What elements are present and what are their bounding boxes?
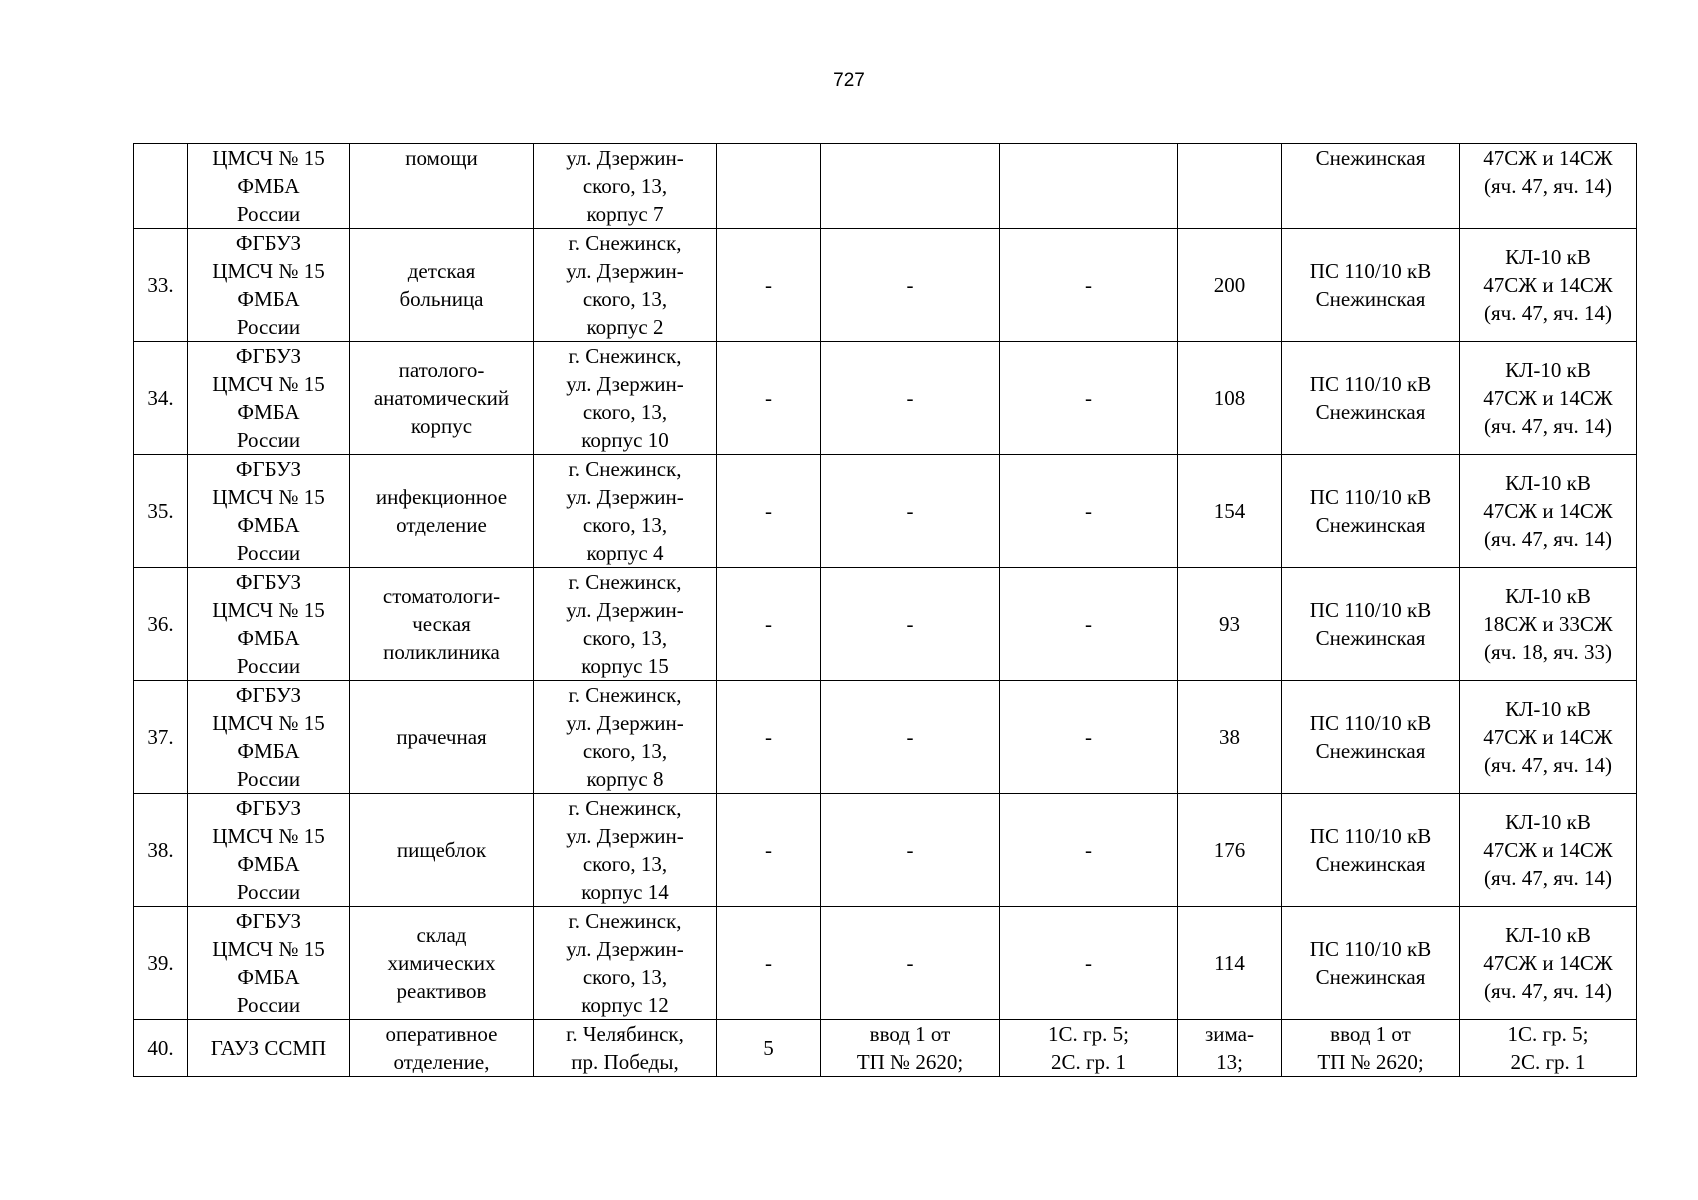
cell-col7 [1000, 144, 1178, 229]
cell-organization: ФГБУЗ ЦМСЧ № 15 ФМБА России [188, 455, 350, 568]
cell-organization: ЦМСЧ № 15 ФМБА России [188, 144, 350, 229]
cell-line: КЛ-10 кВ 47СЖ и 14СЖ (яч. 47, яч. 14) [1460, 455, 1637, 568]
page-number: 727 [833, 70, 865, 91]
cell-col5: - [717, 794, 821, 907]
table-row-36 [134, 568, 1637, 681]
cell-line: 47СЖ и 14СЖ (яч. 47, яч. 14) [1460, 144, 1637, 229]
cell-num: 40. [134, 1020, 188, 1077]
cell-address: г. Снежинск, ул. Дзержин- ского, 13, корпус 15 [534, 568, 717, 681]
cell-line: КЛ-10 кВ 18СЖ и 33СЖ (яч. 18, яч. 33) [1460, 568, 1637, 681]
cell-col5: - [717, 229, 821, 342]
cell-col6: - [821, 342, 1000, 455]
table-row-38 [134, 794, 1637, 907]
cell-col5: - [717, 907, 821, 1020]
cell-object: склад химических реактивов [350, 907, 534, 1020]
table-row-35 [134, 455, 1637, 568]
cell-power: зима- 13; [1178, 1020, 1282, 1077]
cell-line: КЛ-10 кВ 47СЖ и 14СЖ (яч. 47, яч. 14) [1460, 229, 1637, 342]
cell-object: инфекционное отделение [350, 455, 534, 568]
cell-source: ПС 110/10 кВ Снежинская [1282, 229, 1460, 342]
cell-object: прачечная [350, 681, 534, 794]
cell-col7: - [1000, 342, 1178, 455]
cell-col7: - [1000, 681, 1178, 794]
cell-address: г. Снежинск, ул. Дзержин- ского, 13, корпус 14 [534, 794, 717, 907]
cell-line: КЛ-10 кВ 47СЖ и 14СЖ (яч. 47, яч. 14) [1460, 794, 1637, 907]
cell-line: КЛ-10 кВ 47СЖ и 14СЖ (яч. 47, яч. 14) [1460, 907, 1637, 1020]
cell-source: ПС 110/10 кВ Снежинская [1282, 681, 1460, 794]
cell-address: ул. Дзержин- ского, 13, корпус 7 [534, 144, 717, 229]
cell-object: патолого- анатомический корпус [350, 342, 534, 455]
cell-organization: ГАУЗ ССМП [188, 1020, 350, 1077]
cell-address: г. Снежинск, ул. Дзержин- ского, 13, корпус 2 [534, 229, 717, 342]
cell-source: Снежинская [1282, 144, 1460, 229]
cell-power: 200 [1178, 229, 1282, 342]
cell-organization: ФГБУЗ ЦМСЧ № 15 ФМБА России [188, 794, 350, 907]
cell-col6: - [821, 229, 1000, 342]
cell-organization: ФГБУЗ ЦМСЧ № 15 ФМБА России [188, 568, 350, 681]
cell-col6 [821, 144, 1000, 229]
cell-power: 114 [1178, 907, 1282, 1020]
cell-object: пищеблок [350, 794, 534, 907]
cell-col7: 1С. гр. 5; 2С. гр. 1 [1000, 1020, 1178, 1077]
cell-organization: ФГБУЗ ЦМСЧ № 15 ФМБА России [188, 229, 350, 342]
cell-line: КЛ-10 кВ 47СЖ и 14СЖ (яч. 47, яч. 14) [1460, 681, 1637, 794]
cell-num: 35. [134, 455, 188, 568]
table-row-40 [134, 1020, 1637, 1077]
cell-col5 [717, 144, 821, 229]
cell-num [134, 144, 188, 229]
cell-address: г. Снежинск, ул. Дзержин- ского, 13, корпус 8 [534, 681, 717, 794]
cell-source: ПС 110/10 кВ Снежинская [1282, 342, 1460, 455]
cell-num: 34. [134, 342, 188, 455]
cell-organization: ФГБУЗ ЦМСЧ № 15 ФМБА России [188, 681, 350, 794]
cell-object: оперативное отделение, [350, 1020, 534, 1077]
cell-power: 154 [1178, 455, 1282, 568]
cell-col6: ввод 1 от ТП № 2620; [821, 1020, 1000, 1077]
cell-col7: - [1000, 229, 1178, 342]
cell-col7: - [1000, 568, 1178, 681]
cell-power: 108 [1178, 342, 1282, 455]
cell-num: 36. [134, 568, 188, 681]
cell-col5: 5 [717, 1020, 821, 1077]
cell-power: 38 [1178, 681, 1282, 794]
cell-col6: - [821, 794, 1000, 907]
cell-line: КЛ-10 кВ 47СЖ и 14СЖ (яч. 47, яч. 14) [1460, 342, 1637, 455]
cell-num: 37. [134, 681, 188, 794]
cell-num: 39. [134, 907, 188, 1020]
table-row-continuation [134, 144, 1637, 229]
cell-col6: - [821, 455, 1000, 568]
cell-col7: - [1000, 794, 1178, 907]
cell-source: ввод 1 от ТП № 2620; [1282, 1020, 1460, 1077]
table-row-33 [134, 229, 1637, 342]
cell-source: ПС 110/10 кВ Снежинская [1282, 794, 1460, 907]
cell-address: г. Челябинск, пр. Победы, [534, 1020, 717, 1077]
cell-num: 33. [134, 229, 188, 342]
cell-address: г. Снежинск, ул. Дзержин- ского, 13, корпус 4 [534, 455, 717, 568]
cell-object: стоматологи- ческая поликлиника [350, 568, 534, 681]
cell-col7: - [1000, 907, 1178, 1020]
cell-object: детская больница [350, 229, 534, 342]
cell-col6: - [821, 907, 1000, 1020]
cell-organization: ФГБУЗ ЦМСЧ № 15 ФМБА России [188, 342, 350, 455]
table-row-37 [134, 681, 1637, 794]
cell-col7: - [1000, 455, 1178, 568]
cell-organization: ФГБУЗ ЦМСЧ № 15 ФМБА России [188, 907, 350, 1020]
cell-source: ПС 110/10 кВ Снежинская [1282, 568, 1460, 681]
cell-col5: - [717, 681, 821, 794]
cell-num: 38. [134, 794, 188, 907]
cell-source: ПС 110/10 кВ Снежинская [1282, 907, 1460, 1020]
power-supply-table [133, 143, 1637, 1077]
cell-address: г. Снежинск, ул. Дзержин- ского, 13, корпус 10 [534, 342, 717, 455]
cell-power: 176 [1178, 794, 1282, 907]
table-row-39 [134, 907, 1637, 1020]
cell-line: 1С. гр. 5; 2С. гр. 1 [1460, 1020, 1637, 1077]
cell-source: ПС 110/10 кВ Снежинская [1282, 455, 1460, 568]
cell-power: 93 [1178, 568, 1282, 681]
cell-power [1178, 144, 1282, 229]
cell-col6: - [821, 568, 1000, 681]
cell-col5: - [717, 455, 821, 568]
cell-col5: - [717, 568, 821, 681]
cell-address: г. Снежинск, ул. Дзержин- ского, 13, корпус 12 [534, 907, 717, 1020]
cell-col6: - [821, 681, 1000, 794]
cell-col5: - [717, 342, 821, 455]
cell-object: помощи [350, 144, 534, 229]
table-row-34 [134, 342, 1637, 455]
